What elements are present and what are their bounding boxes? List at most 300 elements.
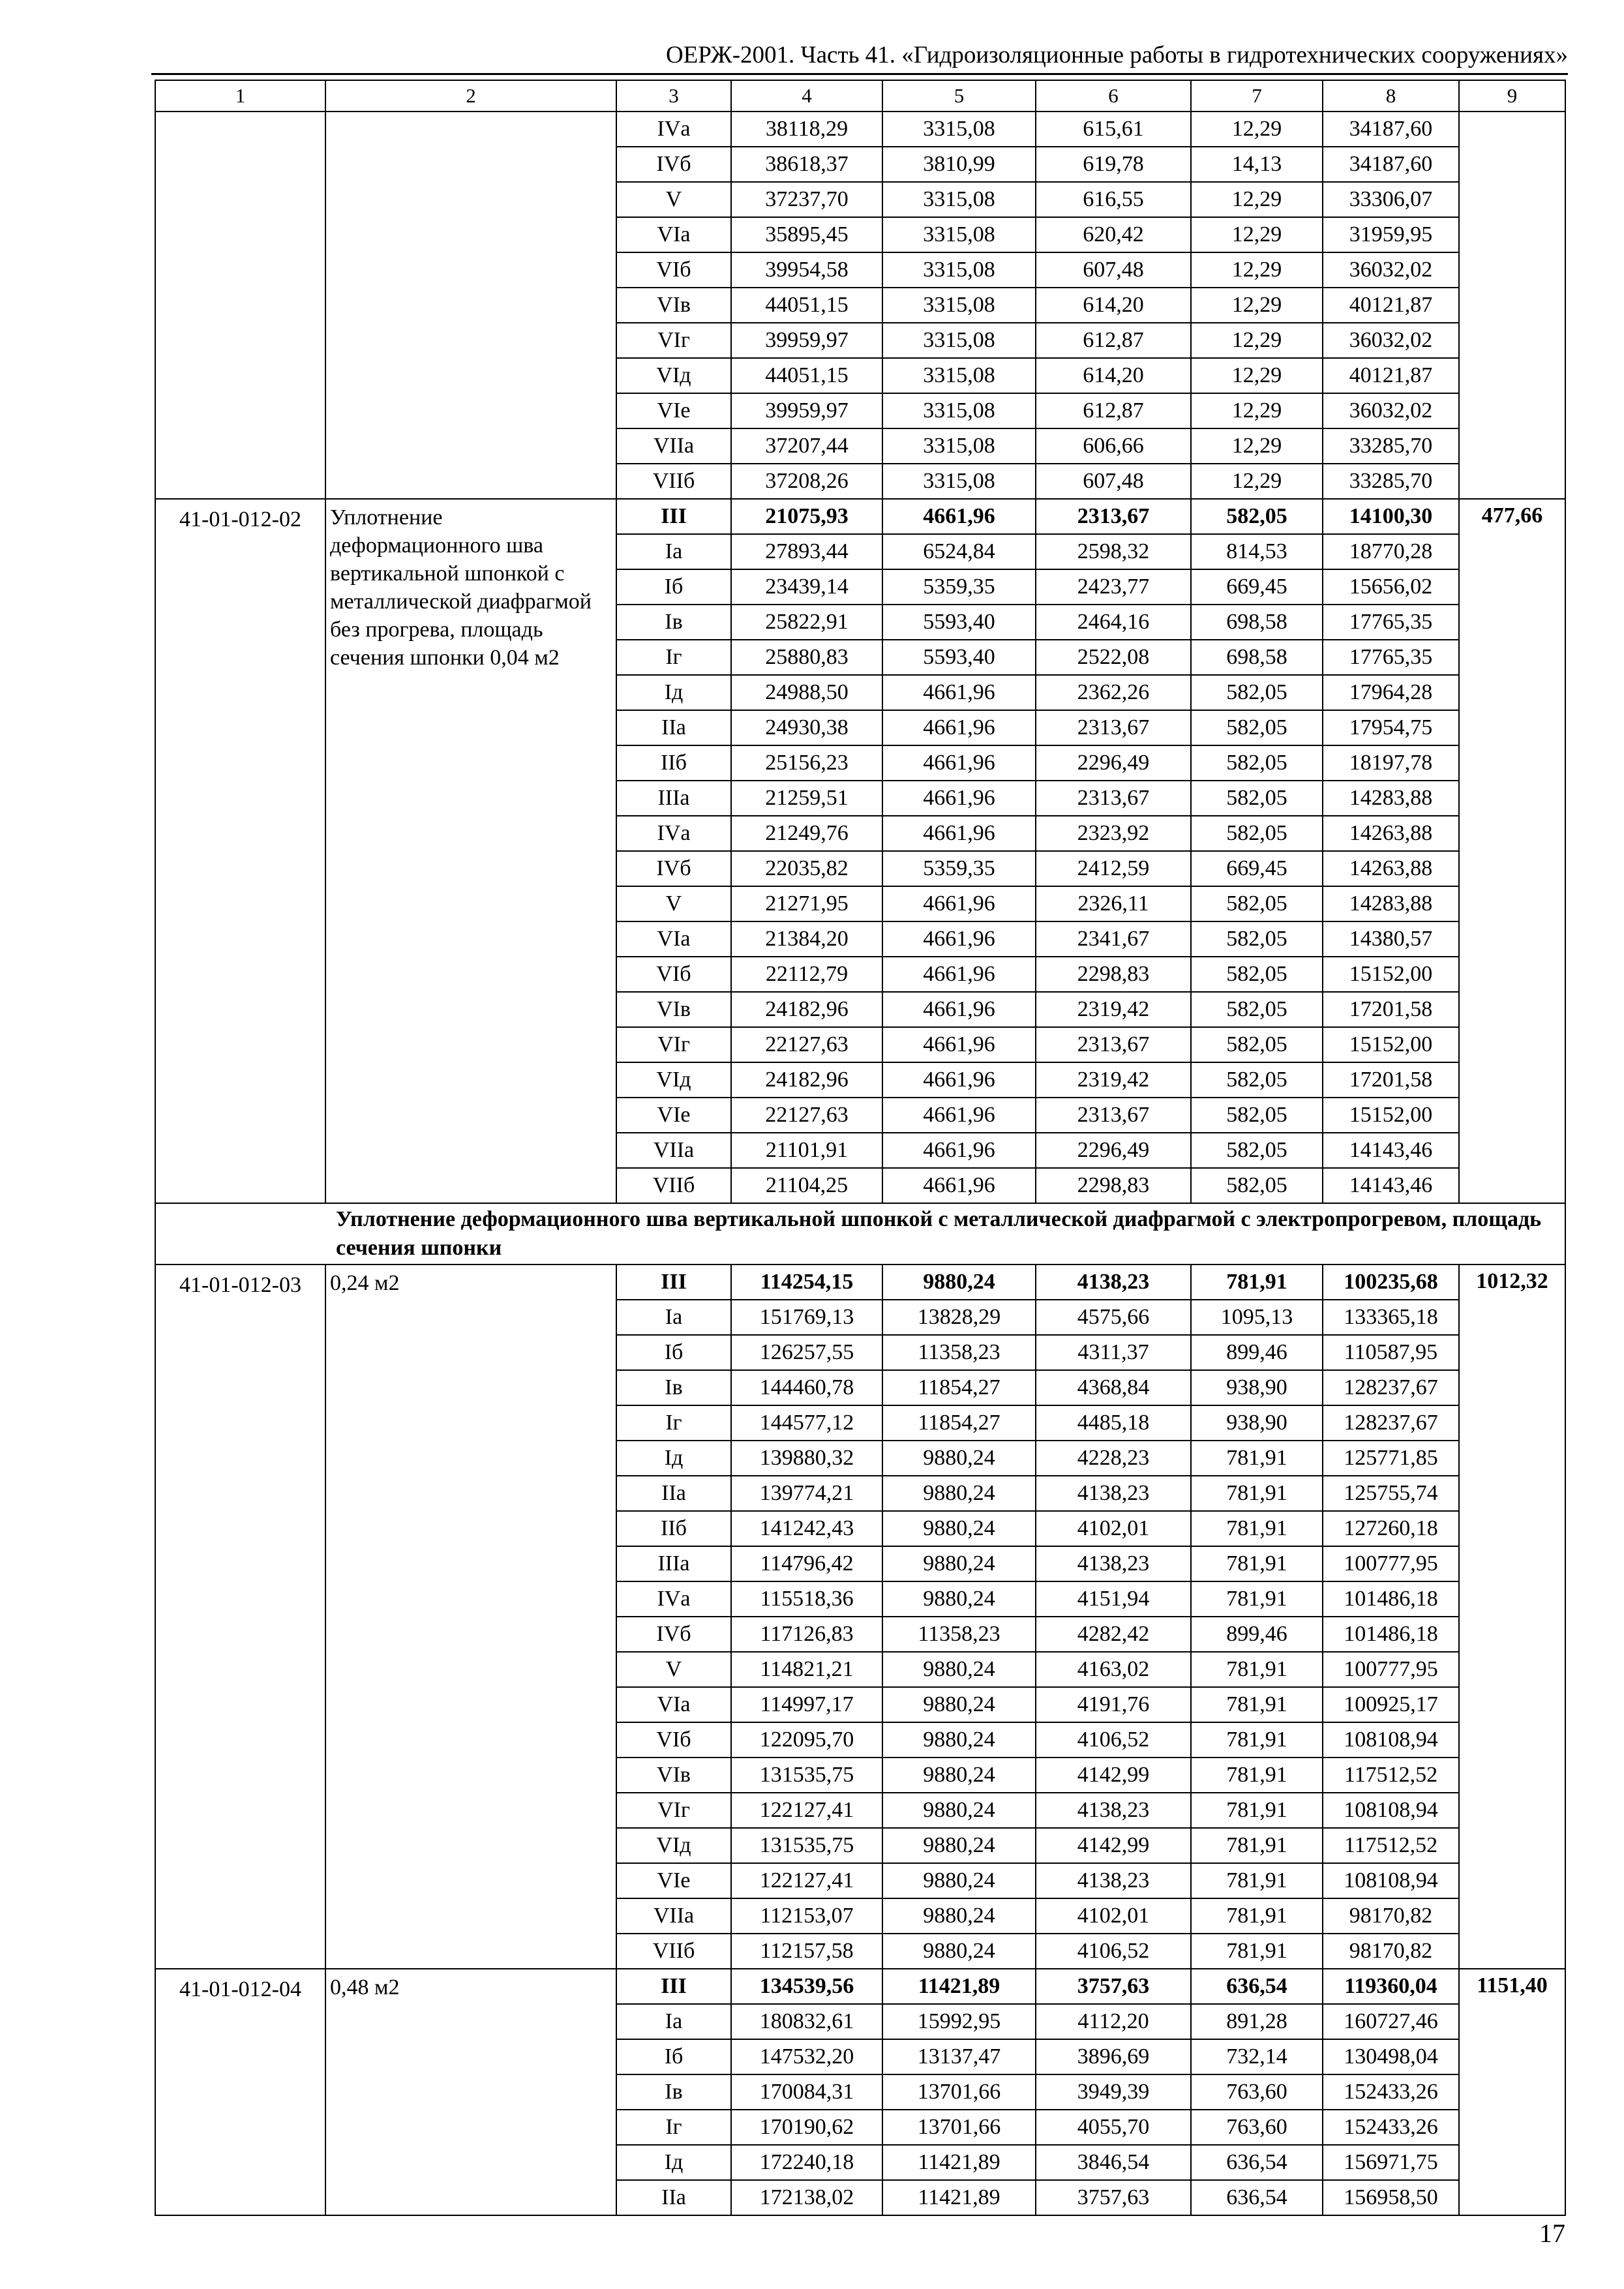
- zone-cell: VIIа: [616, 1133, 731, 1168]
- machinists-wages-cell: 582,05: [1191, 745, 1323, 781]
- wages-cell: 4661,96: [882, 1133, 1036, 1168]
- zone-cell: VIе: [616, 1863, 731, 1898]
- machines-cell: 606,66: [1036, 428, 1191, 464]
- zone-cell: VIб: [616, 252, 731, 288]
- zone-cell: III: [616, 499, 731, 534]
- total-cost-cell: 151769,13: [731, 1300, 882, 1335]
- machines-cell: 2298,83: [1036, 957, 1191, 992]
- total-cost-cell: 22035,82: [731, 851, 882, 886]
- machinists-wages-cell: 781,91: [1191, 1898, 1323, 1934]
- machines-cell: 4055,70: [1036, 2110, 1191, 2145]
- wages-cell: 3315,08: [882, 288, 1036, 323]
- total-cost-cell: 39959,97: [731, 323, 882, 358]
- zone-cell: IVа: [616, 816, 731, 851]
- wages-cell: 3315,08: [882, 252, 1036, 288]
- machinists-wages-cell: 582,05: [1191, 957, 1323, 992]
- table-body: [155, 80, 1565, 2215]
- wages-cell: 4661,96: [882, 957, 1036, 992]
- materials-cell: 40121,87: [1323, 358, 1459, 393]
- wages-cell: 9880,24: [882, 1863, 1036, 1898]
- materials-cell: 17964,28: [1323, 675, 1459, 710]
- column-number: 9: [1459, 80, 1565, 112]
- machines-cell: 4163,02: [1036, 1652, 1191, 1687]
- zone-cell: Iв: [616, 605, 731, 640]
- machines-cell: 3757,63: [1036, 2180, 1191, 2215]
- column-number: 2: [325, 80, 616, 112]
- zone-cell: IVб: [616, 1617, 731, 1652]
- zone-cell: IIа: [616, 710, 731, 745]
- materials-cell: 100235,68: [1323, 1264, 1459, 1300]
- machinists-wages-cell: 582,05: [1191, 886, 1323, 921]
- code-cell: 41-01-012-03: [155, 1264, 325, 1969]
- machinists-wages-cell: 582,05: [1191, 1133, 1323, 1168]
- zone-cell: VIе: [616, 393, 731, 428]
- machinists-wages-cell: 12,29: [1191, 182, 1323, 217]
- machines-cell: 4368,84: [1036, 1370, 1191, 1405]
- zone-cell: Iб: [616, 2039, 731, 2074]
- machinists-wages-cell: 899,46: [1191, 1335, 1323, 1370]
- materials-cell: 100777,95: [1323, 1546, 1459, 1581]
- machinists-wages-cell: 582,05: [1191, 675, 1323, 710]
- zone-cell: Iг: [616, 1405, 731, 1441]
- machines-cell: 3846,54: [1036, 2145, 1191, 2180]
- total-cost-cell: 23439,14: [731, 569, 882, 605]
- machines-cell: 4112,20: [1036, 2004, 1191, 2039]
- machines-cell: 615,61: [1036, 112, 1191, 147]
- wages-cell: 11358,23: [882, 1617, 1036, 1652]
- zone-cell: Iд: [616, 675, 731, 710]
- materials-cell: 130498,04: [1323, 2039, 1459, 2074]
- total-cost-cell: 38618,37: [731, 147, 882, 182]
- total-cost-cell: 122127,41: [731, 1863, 882, 1898]
- machinists-wages-cell: 12,29: [1191, 112, 1323, 147]
- wages-cell: 9880,24: [882, 1898, 1036, 1934]
- materials-cell: 117512,52: [1323, 1758, 1459, 1793]
- total-cost-cell: 170084,31: [731, 2074, 882, 2110]
- wages-cell: 13137,47: [882, 2039, 1036, 2074]
- machines-cell: 614,20: [1036, 288, 1191, 323]
- materials-cell: 17765,35: [1323, 605, 1459, 640]
- column-number-row: [155, 80, 1565, 112]
- machinists-wages-cell: 582,05: [1191, 1098, 1323, 1133]
- machines-cell: 2362,26: [1036, 675, 1191, 710]
- zone-cell: Iв: [616, 2074, 731, 2110]
- materials-cell: 127260,18: [1323, 1511, 1459, 1546]
- machinists-wages-cell: 781,91: [1191, 1652, 1323, 1687]
- wages-cell: 11421,89: [882, 1969, 1036, 2004]
- machinists-wages-cell: 636,54: [1191, 2145, 1323, 2180]
- total-cost-cell: 21384,20: [731, 921, 882, 957]
- zone-cell: Iд: [616, 1441, 731, 1476]
- total-cost-cell: 44051,15: [731, 288, 882, 323]
- wages-cell: 9880,24: [882, 1476, 1036, 1511]
- wages-cell: 6524,84: [882, 534, 1036, 569]
- wages-cell: 5359,35: [882, 851, 1036, 886]
- header-rule: [151, 73, 1568, 75]
- total-cost-cell: 172240,18: [731, 2145, 882, 2180]
- zone-cell: VIд: [616, 1828, 731, 1863]
- materials-cell: 33285,70: [1323, 428, 1459, 464]
- machines-cell: 3757,63: [1036, 1969, 1191, 2004]
- machines-cell: 4485,18: [1036, 1405, 1191, 1441]
- materials-cell: 17954,75: [1323, 710, 1459, 745]
- machines-cell: 2296,49: [1036, 745, 1191, 781]
- materials-cell: 14283,88: [1323, 781, 1459, 816]
- machinists-wages-cell: 781,91: [1191, 1793, 1323, 1828]
- zone-cell: VIв: [616, 992, 731, 1027]
- materials-cell: 152433,26: [1323, 2110, 1459, 2145]
- materials-cell: 33285,70: [1323, 464, 1459, 499]
- zone-cell: Iб: [616, 1335, 731, 1370]
- materials-cell: 36032,02: [1323, 252, 1459, 288]
- wages-cell: 4661,96: [882, 816, 1036, 851]
- zone-cell: VIIб: [616, 464, 731, 499]
- zone-cell: VIе: [616, 1098, 731, 1133]
- wages-cell: 9880,24: [882, 1546, 1036, 1581]
- column-number: 1: [155, 80, 325, 112]
- zone-cell: V: [616, 886, 731, 921]
- machinists-wages-cell: 781,91: [1191, 1722, 1323, 1758]
- total-cost-cell: 25880,83: [731, 640, 882, 675]
- machines-cell: 4138,23: [1036, 1863, 1191, 1898]
- machines-cell: 2326,11: [1036, 886, 1191, 921]
- machinists-wages-cell: 582,05: [1191, 499, 1323, 534]
- machinists-wages-cell: 582,05: [1191, 992, 1323, 1027]
- column-number: 3: [616, 80, 731, 112]
- materials-cell: 119360,04: [1323, 1969, 1459, 2004]
- machinists-wages-cell: 763,60: [1191, 2110, 1323, 2145]
- wages-cell: 4661,96: [882, 499, 1036, 534]
- wages-cell: 4661,96: [882, 745, 1036, 781]
- total-cost-cell: 37207,44: [731, 428, 882, 464]
- materials-cell: 15152,00: [1323, 1098, 1459, 1133]
- zone-cell: IIб: [616, 1511, 731, 1546]
- wages-cell: 9880,24: [882, 1934, 1036, 1969]
- machinists-wages-cell: 12,29: [1191, 464, 1323, 499]
- materials-cell: 14143,46: [1323, 1133, 1459, 1168]
- machinists-wages-cell: 12,29: [1191, 288, 1323, 323]
- wages-cell: 4661,96: [882, 781, 1036, 816]
- zone-cell: VIв: [616, 288, 731, 323]
- materials-cell: 17765,35: [1323, 640, 1459, 675]
- materials-cell: 108108,94: [1323, 1793, 1459, 1828]
- machinists-wages-cell: 781,91: [1191, 1828, 1323, 1863]
- wages-cell: 4661,96: [882, 1062, 1036, 1098]
- zone-cell: V: [616, 1652, 731, 1687]
- total-cost-cell: 134539,56: [731, 1969, 882, 2004]
- column-number: 7: [1191, 80, 1323, 112]
- total-cost-cell: 139880,32: [731, 1441, 882, 1476]
- total-cost-cell: 44051,15: [731, 358, 882, 393]
- page-number: 17: [1539, 2219, 1565, 2248]
- machinists-wages-cell: 582,05: [1191, 816, 1323, 851]
- machines-cell: 4311,37: [1036, 1335, 1191, 1370]
- materials-cell: 108108,94: [1323, 1863, 1459, 1898]
- machinists-wages-cell: 781,91: [1191, 1758, 1323, 1793]
- machinists-wages-cell: 582,05: [1191, 921, 1323, 957]
- zone-cell: VIIа: [616, 1898, 731, 1934]
- table-row: [155, 112, 1565, 147]
- total-cost-cell: 112157,58: [731, 1934, 882, 1969]
- section-cell: [155, 1203, 1565, 1264]
- zone-cell: Iв: [616, 1370, 731, 1405]
- materials-cell: 15656,02: [1323, 569, 1459, 605]
- machines-cell: 4142,99: [1036, 1758, 1191, 1793]
- machines-cell: 2412,59: [1036, 851, 1191, 886]
- description-cell: 0,24 м2: [325, 1264, 616, 1969]
- total-cost-cell: 144460,78: [731, 1370, 882, 1405]
- machinists-wages-cell: 781,91: [1191, 1546, 1323, 1581]
- materials-cell: 152433,26: [1323, 2074, 1459, 2110]
- machines-cell: 4151,94: [1036, 1581, 1191, 1617]
- materials-cell: 33306,07: [1323, 182, 1459, 217]
- materials-cell: 14380,57: [1323, 921, 1459, 957]
- total-cost-cell: 21104,25: [731, 1168, 882, 1203]
- wages-cell: 3315,08: [882, 112, 1036, 147]
- materials-cell: 128237,67: [1323, 1405, 1459, 1441]
- machinists-wages-cell: 781,91: [1191, 1934, 1323, 1969]
- wages-cell: 4661,96: [882, 921, 1036, 957]
- machines-cell: 2522,08: [1036, 640, 1191, 675]
- machines-cell: 4138,23: [1036, 1546, 1191, 1581]
- zone-cell: VIг: [616, 323, 731, 358]
- wages-cell: 5593,40: [882, 640, 1036, 675]
- zone-cell: IVа: [616, 1581, 731, 1617]
- labor-total-cell: 1012,32: [1459, 1264, 1565, 1969]
- wages-cell: 3315,08: [882, 464, 1036, 499]
- column-number: 4: [731, 80, 882, 112]
- materials-cell: 117512,52: [1323, 1828, 1459, 1863]
- materials-cell: 156958,50: [1323, 2180, 1459, 2215]
- machinists-wages-cell: 12,29: [1191, 323, 1323, 358]
- zone-cell: VIа: [616, 1687, 731, 1722]
- zone-cell: IIа: [616, 2180, 731, 2215]
- materials-cell: 36032,02: [1323, 393, 1459, 428]
- machines-cell: 4282,42: [1036, 1617, 1191, 1652]
- machinists-wages-cell: 891,28: [1191, 2004, 1323, 2039]
- machinists-wages-cell: 938,90: [1191, 1370, 1323, 1405]
- total-cost-cell: 21259,51: [731, 781, 882, 816]
- total-cost-cell: 24930,38: [731, 710, 882, 745]
- materials-cell: 110587,95: [1323, 1335, 1459, 1370]
- wages-cell: 3315,08: [882, 428, 1036, 464]
- table-row: [155, 499, 1565, 534]
- materials-cell: 14263,88: [1323, 816, 1459, 851]
- materials-cell: 14143,46: [1323, 1168, 1459, 1203]
- zone-cell: VIIб: [616, 1168, 731, 1203]
- machinists-wages-cell: 12,29: [1191, 358, 1323, 393]
- labor-total-cell: 477,66: [1459, 499, 1565, 1203]
- zone-cell: Iб: [616, 569, 731, 605]
- total-cost-cell: 180832,61: [731, 2004, 882, 2039]
- wages-cell: 9880,24: [882, 1758, 1036, 1793]
- machinists-wages-cell: 636,54: [1191, 1969, 1323, 2004]
- zone-cell: VIа: [616, 921, 731, 957]
- machines-cell: 4102,01: [1036, 1511, 1191, 1546]
- machines-cell: 4138,23: [1036, 1476, 1191, 1511]
- machines-cell: 2313,67: [1036, 499, 1191, 534]
- machines-cell: 2423,77: [1036, 569, 1191, 605]
- wages-cell: 11358,23: [882, 1335, 1036, 1370]
- column-number: 6: [1036, 80, 1191, 112]
- wages-cell: 9880,24: [882, 1511, 1036, 1546]
- machines-cell: 4575,66: [1036, 1300, 1191, 1335]
- zone-cell: VIд: [616, 1062, 731, 1098]
- materials-cell: 31959,95: [1323, 217, 1459, 252]
- total-cost-cell: 115518,36: [731, 1581, 882, 1617]
- total-cost-cell: 122095,70: [731, 1722, 882, 1758]
- machines-cell: 4106,52: [1036, 1722, 1191, 1758]
- machinists-wages-cell: 763,60: [1191, 2074, 1323, 2110]
- materials-cell: 128237,67: [1323, 1370, 1459, 1405]
- total-cost-cell: 114796,42: [731, 1546, 882, 1581]
- machines-cell: 4138,23: [1036, 1793, 1191, 1828]
- machines-cell: 2296,49: [1036, 1133, 1191, 1168]
- machines-cell: 612,87: [1036, 323, 1191, 358]
- machines-cell: 2464,16: [1036, 605, 1191, 640]
- code-cell: 41-01-012-02: [155, 499, 325, 1203]
- total-cost-cell: 112153,07: [731, 1898, 882, 1934]
- materials-cell: 40121,87: [1323, 288, 1459, 323]
- materials-cell: 36032,02: [1323, 323, 1459, 358]
- machinists-wages-cell: 12,29: [1191, 393, 1323, 428]
- machinists-wages-cell: 698,58: [1191, 605, 1323, 640]
- description-cell: 0,48 м2: [325, 1969, 616, 2215]
- total-cost-cell: 22127,63: [731, 1027, 882, 1062]
- wages-cell: 9880,24: [882, 1652, 1036, 1687]
- zone-cell: VIв: [616, 1758, 731, 1793]
- machinists-wages-cell: 814,53: [1191, 534, 1323, 569]
- materials-cell: 34187,60: [1323, 147, 1459, 182]
- machines-cell: 4102,01: [1036, 1898, 1191, 1934]
- materials-cell: 125771,85: [1323, 1441, 1459, 1476]
- norms-table: [155, 80, 1566, 2216]
- machinists-wages-cell: 781,91: [1191, 1511, 1323, 1546]
- wages-cell: 11421,89: [882, 2180, 1036, 2215]
- zone-cell: Iа: [616, 2004, 731, 2039]
- machinists-wages-cell: 582,05: [1191, 1027, 1323, 1062]
- machines-cell: 2323,92: [1036, 816, 1191, 851]
- zone-cell: VIб: [616, 1722, 731, 1758]
- total-cost-cell: 37237,70: [731, 182, 882, 217]
- materials-cell: 15152,00: [1323, 957, 1459, 992]
- materials-cell: 156971,75: [1323, 2145, 1459, 2180]
- materials-cell: 14263,88: [1323, 851, 1459, 886]
- zone-cell: IIIа: [616, 1546, 731, 1581]
- wages-cell: 4661,96: [882, 675, 1036, 710]
- zone-cell: IVб: [616, 147, 731, 182]
- materials-cell: 98170,82: [1323, 1934, 1459, 1969]
- wages-cell: 3315,08: [882, 393, 1036, 428]
- total-cost-cell: 114997,17: [731, 1687, 882, 1722]
- machinists-wages-cell: 938,90: [1191, 1405, 1323, 1441]
- total-cost-cell: 21271,95: [731, 886, 882, 921]
- materials-cell: 17201,58: [1323, 992, 1459, 1027]
- materials-cell: 101486,18: [1323, 1581, 1459, 1617]
- machines-cell: 3896,69: [1036, 2039, 1191, 2074]
- total-cost-cell: 114254,15: [731, 1264, 882, 1300]
- materials-cell: 100925,17: [1323, 1687, 1459, 1722]
- machines-cell: 3949,39: [1036, 2074, 1191, 2110]
- total-cost-cell: 25822,91: [731, 605, 882, 640]
- machines-cell: 620,42: [1036, 217, 1191, 252]
- machinists-wages-cell: 582,05: [1191, 710, 1323, 745]
- total-cost-cell: 24988,50: [731, 675, 882, 710]
- total-cost-cell: 172138,02: [731, 2180, 882, 2215]
- total-cost-cell: 21249,76: [731, 816, 882, 851]
- machinists-wages-cell: 636,54: [1191, 2180, 1323, 2215]
- materials-cell: 14283,88: [1323, 886, 1459, 921]
- machinists-wages-cell: 781,91: [1191, 1476, 1323, 1511]
- materials-cell: 18197,78: [1323, 745, 1459, 781]
- machines-cell: 4138,23: [1036, 1264, 1191, 1300]
- wages-cell: 3315,08: [882, 358, 1036, 393]
- total-cost-cell: 39954,58: [731, 252, 882, 288]
- description-cell: [325, 112, 616, 499]
- machinists-wages-cell: 781,91: [1191, 1441, 1323, 1476]
- total-cost-cell: 139774,21: [731, 1476, 882, 1511]
- total-cost-cell: 38118,29: [731, 112, 882, 147]
- total-cost-cell: 22112,79: [731, 957, 882, 992]
- machinists-wages-cell: 14,13: [1191, 147, 1323, 182]
- total-cost-cell: 24182,96: [731, 1062, 882, 1098]
- wages-cell: 15992,95: [882, 2004, 1036, 2039]
- materials-cell: 101486,18: [1323, 1617, 1459, 1652]
- zone-cell: Iа: [616, 1300, 731, 1335]
- total-cost-cell: 114821,21: [731, 1652, 882, 1687]
- wages-cell: 11854,27: [882, 1405, 1036, 1441]
- zone-cell: IIб: [616, 745, 731, 781]
- zone-cell: IIа: [616, 1476, 731, 1511]
- zone-cell: V: [616, 182, 731, 217]
- zone-cell: Iа: [616, 534, 731, 569]
- materials-cell: 34187,60: [1323, 112, 1459, 147]
- column-number: 8: [1323, 80, 1459, 112]
- wages-cell: 13701,66: [882, 2074, 1036, 2110]
- wages-cell: 13701,66: [882, 2110, 1036, 2145]
- zone-cell: Iд: [616, 2145, 731, 2180]
- zone-cell: IVб: [616, 851, 731, 886]
- wages-cell: 13828,29: [882, 1300, 1036, 1335]
- machines-cell: 2313,67: [1036, 710, 1191, 745]
- wages-cell: 9880,24: [882, 1687, 1036, 1722]
- wages-cell: 4661,96: [882, 992, 1036, 1027]
- total-cost-cell: 21075,93: [731, 499, 882, 534]
- wages-cell: 11421,89: [882, 2145, 1036, 2180]
- machines-cell: 612,87: [1036, 393, 1191, 428]
- machinists-wages-cell: 582,05: [1191, 781, 1323, 816]
- total-cost-cell: 27893,44: [731, 534, 882, 569]
- machines-cell: 619,78: [1036, 147, 1191, 182]
- wages-cell: 4661,96: [882, 1027, 1036, 1062]
- machines-cell: 2313,67: [1036, 1027, 1191, 1062]
- zone-cell: Iг: [616, 2110, 731, 2145]
- total-cost-cell: 39959,97: [731, 393, 882, 428]
- machines-cell: 2313,67: [1036, 781, 1191, 816]
- machines-cell: 2598,32: [1036, 534, 1191, 569]
- zone-cell: VIд: [616, 358, 731, 393]
- total-cost-cell: 22127,63: [731, 1098, 882, 1133]
- machinists-wages-cell: 582,05: [1191, 1062, 1323, 1098]
- machines-cell: 2341,67: [1036, 921, 1191, 957]
- wages-cell: 3315,08: [882, 182, 1036, 217]
- zone-cell: IVа: [616, 112, 731, 147]
- document-header: ОЕРЖ-2001. Часть 41. «Гидроизоляционные работы в гидротехнических сооружениях»: [665, 42, 1568, 68]
- table-row: [155, 1969, 1565, 2004]
- section-row: [155, 1203, 1565, 1264]
- column-number: 5: [882, 80, 1036, 112]
- machinists-wages-cell: 1095,13: [1191, 1300, 1323, 1335]
